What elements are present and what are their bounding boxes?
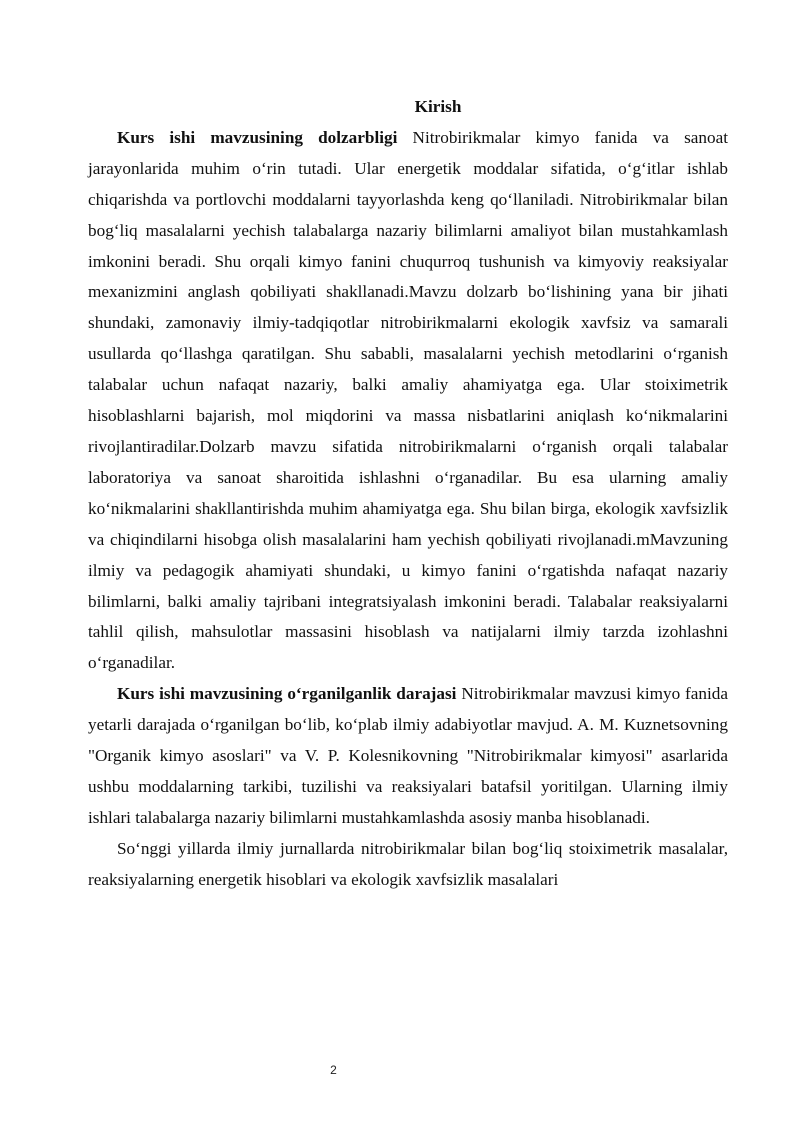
paragraph-lead: Kurs ishi mavzusining dolzarbligi (117, 127, 398, 147)
paragraph-study-level (88, 679, 728, 834)
paragraph-lead: Kurs ishi mavzusining o‘rganilganlik darajasi (117, 684, 457, 704)
paragraph-text: Nitrobirikmalar kimyo fanida va sanoat jarayonlarida muhim o‘rin tutadi. Ular energetik moddalar sifatida, o‘g‘itlar ishlab chiqarishda va portlovchi moddalarni tayyorlashda keng qo‘llaniladi. Nitrobirikmalar bilan bog‘liq masalalarni yechish talabalarga nazariy bilimlarni amaliyot bilan mustahkamlash imkonini beradi. Shu orqali kimyo fanini chuqurroq tushunish va kimyoviy reaksiyalar mexanizmini anglash qobiliyati shakllanadi.Mavzu dolzarb bo‘lishining yana bir jihati shundaki, zamonaviy ilmiy-tadqiqotlar nitrobirikmalarni ekologik xavfsiz va samarali usullarda qo‘llashga qaratilgan. Shu sababli, masalalarni yechish metodlarini o‘rganish talabalar uchun nafaqat nazariy, balki amaliy ahamiyatga ega. Ular stoiximetrik hisoblashlarni bajarish, mol miqdorini va massa nisbatlarini aniqlash ko‘nikmalarini rivojlantiradilar.Dolzarb mavzu sifatida nitrobirikmalarni o‘rganish orqali talabalar laboratoriya va sanoat sharoitida ishlashni o‘rganadilar. Bu esa ularning amaliy ko‘nikmalarini shakllantirishda muhim ahamiyatga ega. Shu bilan birga, ekologik xavfsizlik va chiqindilarni hisobga olish masalalarini ham yechish qobiliyati rivojlanadi.mMavzuning ilmiy va pedagogik ahamiyati shundaki, u kimyo fanini o‘rgatishda nafaqat nazariy bilimlarni, balki amaliy tajribani integratsiyalash imkonini beradi. Talabalar reaksiyalarni tahlil qilish, mahsulotlar massasini hisoblash va natijalarni ilmiy tarzda izohlashni o‘rganadilar. (88, 127, 728, 673)
paragraph-text: Nitrobirikmalar mavzusi kimyo fanida yetarli darajada o‘rganilgan bo‘lib, ko‘plab ilmiy adabiyotlar mavjud. A. M. Kuznetsovning "Organik kimyo asoslari" va V. P. Kolesnikovning "Nitrobirikmalar kimyosi" asarlarida ushbu moddalarning tarkibi, tuzilishi va reaksiyalari batafsil yoritilgan. Ularning ilmiy ishlari talabalarga nazariy bilimlarni mustahkamlashda asosiy manba hisoblanadi. (88, 684, 728, 827)
paragraph-relevance (88, 123, 728, 679)
page-content (88, 92, 728, 896)
page-number: 2 (330, 1063, 337, 1077)
paragraph-text: So‘nggi yillarda ilmiy jurnallarda nitrobirikmalar bilan bog‘liq stoiximetrik masalalar, reaksiyalarning energetik hisoblari va ekologik xavfsizlik masalalari (88, 838, 728, 889)
paragraph-recent-research (88, 834, 728, 896)
section-heading: Kirish (414, 97, 462, 116)
